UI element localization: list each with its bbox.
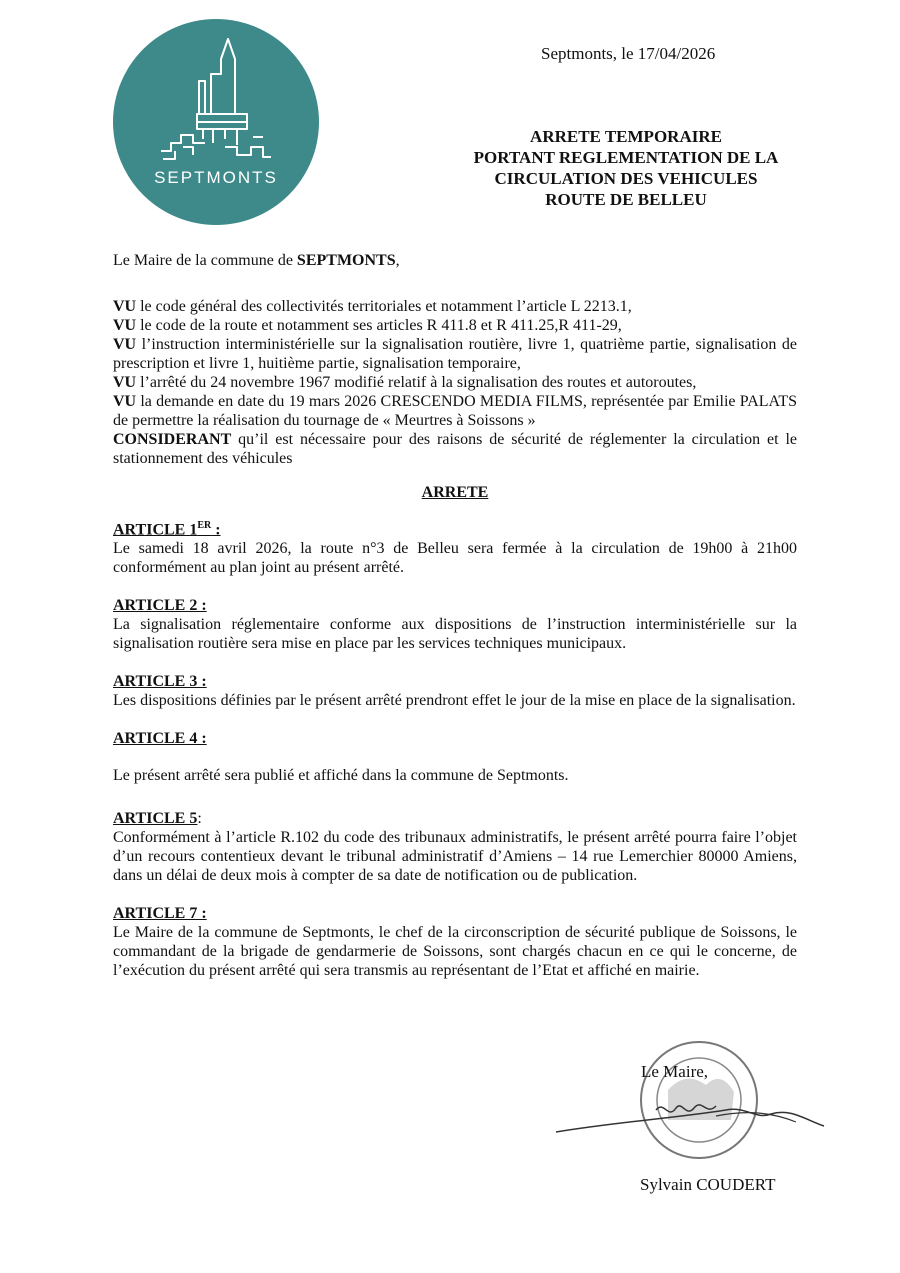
article-text: Le Maire de la commune de Septmonts, le chef de la circonscription de sécurité publique de Soissons, le commandant de la brigade de gendarmerie de Soissons, sont chargés chacun en ce qui le concerne, de l’exécution du présent arrêté qui sera transmis au représentant de l’Etat et affiché en mairie. [113,924,797,980]
article-heading: ARTICLE 7 : [113,905,207,923]
document-body [113,251,797,980]
article-heading: ARTICLE 2 : [113,597,207,615]
signatory-name: Sylvain COUDERT [640,1175,776,1194]
title-line: ROUTE DE BELLEU [545,190,707,209]
article-text: Conformément à l’article R.102 du code des tribunaux administratifs, le présent arrêté pourra faire l’objet d’un recours contentieux devant le tribunal administratif d’Amiens – 14 rue Lemerchier 80000 Amiens, dans un délai de deux mois à compter de sa date de notification ou de publication. [113,829,797,885]
commune-logo [113,19,319,225]
vu-paragraph [113,392,797,430]
vu-text: l’arrêté du 24 novembre 1967 modifié relatif à la signalisation des routes et autoroutes, [136,374,697,391]
article-heading-label: ARTICLE 5 [113,810,198,828]
article-heading-suffix: : [211,521,221,539]
article-text: Le samedi 18 avril 2026, la route n°3 de Belleu sera fermée à la circulation de 19h00 à 21h00 conformément au plan joint au présent arrêté. [113,540,797,577]
considerant-paragraph [113,430,797,468]
article-heading [113,809,797,828]
article-text: Les dispositions définies par le présent arrêté prendront effet le jour de la mise en place de la signalisation. [113,692,796,710]
castle-icon [113,19,319,225]
vu-label: VU [113,336,137,353]
document-title [450,126,802,210]
vu-label: VU [113,317,137,334]
vu-text: le code général des collectivités territoriales et notamment l’article L 2213.1, [136,298,632,315]
vu-text: l’instruction interministérielle sur la signalisation routière, livre 1, quatrième partie, signalisation de prescription et livre 1, huitième partie, signalisation temporaire, [113,336,797,372]
article-heading: ARTICLE 4 : [113,730,207,748]
mayor-title: Le Maire, [641,1062,709,1081]
mayor-suffix: , [395,252,400,269]
vu-label: VU [113,298,137,315]
vu-text: le code de la route et notamment ses articles R 411.8 et R 411.25,R 411-29, [136,317,622,334]
article-heading [113,516,797,539]
article-heading-label: ARTICLE 1 [113,521,198,539]
article-heading: ARTICLE 3 : [113,673,207,691]
vu-text: la demande en date du 19 mars 2026 CRESCENDO MEDIA FILMS, représentée par Emilie PALATS de permettre la réalisation du tournage de « Meurtres à Soissons » [113,393,797,429]
considerant-text: qu’il est nécessaire pour des raisons de sécurité de réglementer la circulation et le stationnement des véhicules [113,431,797,467]
article-text: La signalisation réglementaire conforme aux dispositions de l’instruction interministérielle sur la signalisation routière sera mise en place par les services techniques municipaux. [113,616,797,653]
vu-paragraph [113,316,797,335]
date-line: Septmonts, le 17/04/2026 [541,44,716,63]
article-heading-suffix: : [197,810,202,828]
vu-paragraph [113,297,797,316]
mayor-commune: SEPTMONTS [296,252,396,269]
vu-paragraph [113,335,797,373]
vu-label: VU [113,393,137,410]
article-heading-sup: ER [197,520,212,531]
title-line: CIRCULATION DES VEHICULES [494,169,758,188]
title-line: ARRETE TEMPORAIRE [530,127,722,146]
title-line: PORTANT REGLEMENTATION DE LA [473,148,779,167]
logo-text: SEPTMONTS [154,168,278,187]
mayor-line [113,251,797,270]
arrete-heading: ARRETE [421,484,489,501]
mairie-stamp [556,1030,836,1180]
vu-label: VU [113,374,137,391]
article-text: Le présent arrêté sera publié et affiché dans la commune de Septmonts. [113,767,569,785]
considerant-label: CONSIDERANT [113,431,232,448]
vu-paragraph [113,373,797,392]
mayor-prefix: Le Maire de la commune de [113,252,297,269]
